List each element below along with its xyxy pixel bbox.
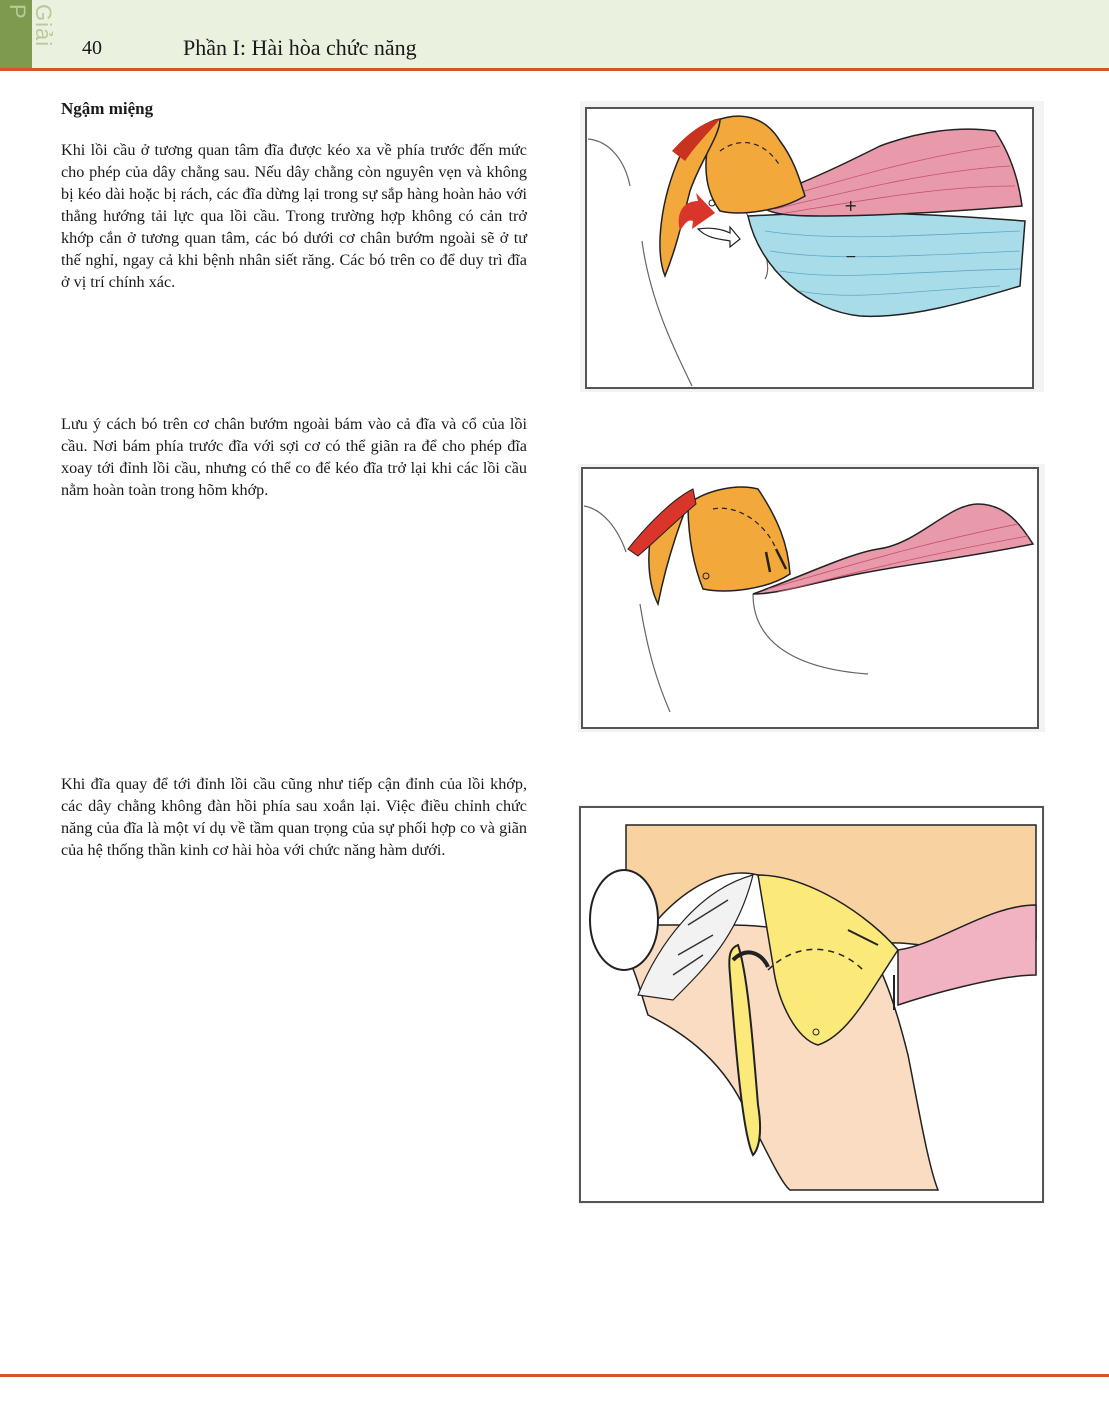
svg-text:+: +: [844, 196, 858, 215]
side-tab-text: Giải P: [5, 4, 56, 48]
section-title: Phần I: Hài hòa chức năng: [183, 35, 417, 60]
header-rule: [0, 68, 1109, 71]
page-number: 40: [82, 37, 102, 59]
footer-rule: [0, 1374, 1109, 1377]
svg-text:−: −: [845, 249, 857, 265]
paragraph-1: Khi lồi cầu ở tương quan tâm đĩa được kéo xa về phía trước đến mức cho phép của dây chằng sau. Nếu dây chằng còn nguyên vẹn và không bị kéo dài hoặc bị rách, các đĩa dừng lại trong sự sắp hàng hoàn hảo với thẳng hướng tải lực qua lồi cầu. Trong trường hợp không có cản trở khớp cắn ở tương quan tâm, các bó dưới cơ chân bướm ngoài sẽ ở tư thế nghỉ, ngay cả khi bệnh nhân siết răng. Các bó trên co để duy trì đĩa ở vị trí chính xác.: [61, 141, 527, 291]
tmj-muscle-attachment-diagram: [578, 464, 1045, 732]
page-header: [0, 0, 1109, 68]
tmj-disc-rotation-diagram: [578, 805, 1045, 1204]
paragraph-2: Lưu ý cách bó trên cơ chân bướm ngoài bám vào cả đĩa và cổ của lồi cầu. Nơi bám phía trước đĩa với sợi cơ có thể giãn ra để cho phép đĩa xoay tới đỉnh lồi cầu, nhưng có thể co để kéo đĩa trở lại khi các lồi cầu nằm hoàn toàn trong hõm khớp.: [61, 415, 527, 499]
tmj-closing-diagram: [580, 101, 1044, 392]
heading-ngam-mieng: Ngậm miệng: [61, 99, 154, 118]
paragraph-3: Khi đĩa quay để tới đỉnh lồi cầu cũng như tiếp cận đỉnh của lồi khớp, các dây chằng không đàn hồi phía sau xoắn lại. Việc điều chỉnh chức năng của đĩa là một ví dụ về tầm quan trọng của sự phối hợp co và giãn của hệ thống thần kinh cơ hài hòa với chức năng hàm dưới.: [61, 775, 527, 859]
side-tab: [0, 0, 56, 68]
